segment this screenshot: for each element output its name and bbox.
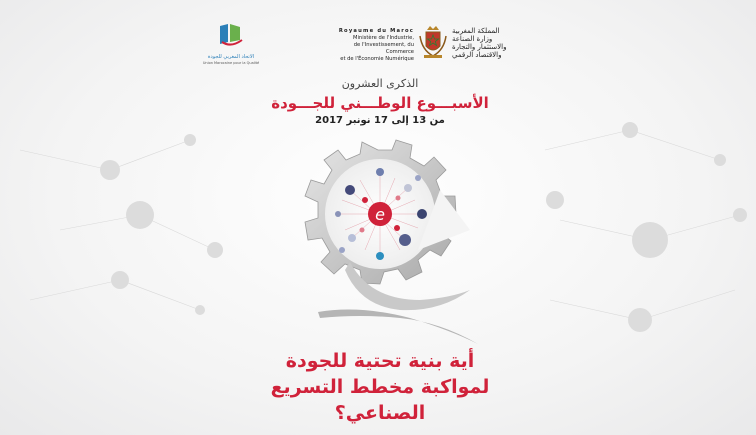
union-name-ar: الاتحاد المغربي للجودة [207, 54, 255, 60]
event-dates: من 13 إلى 17 نونبر 2017 [315, 115, 445, 126]
event-title: الأسبـــوع الوطـــني للجـــودة [271, 94, 489, 112]
ministry-ar-line: والاستثمار والتجارة [452, 43, 507, 51]
theme-line-1: أية بنية تحتية للجودة [285, 350, 475, 372]
quality-swoosh [318, 310, 478, 344]
ministry-fr-line: Royaume du Maroc [338, 28, 414, 34]
union-name-fr: Union Marocaine pour la Qualité [202, 61, 260, 65]
ministry-ar-line: وزارة الصناعة [452, 35, 493, 43]
ministry-fr-line: de l'Investissement, du Commerce [353, 42, 414, 55]
ministry-ar-line: المملكة المغربية [452, 27, 500, 35]
theme-question [260, 348, 500, 426]
event-edition: الذكرى العشرون [341, 77, 419, 90]
ministry-fr-line: Ministère de l'Industrie, [353, 35, 414, 41]
ministry-fr-line: et de l'Économie Numérique [340, 56, 414, 62]
svg-text:e: e [375, 205, 385, 224]
theme-line-2: لمواكبة مخطط التسريع الصناعي؟ [270, 376, 490, 424]
ministry-ar-line: والاقتصاد الرقمي [452, 51, 502, 59]
